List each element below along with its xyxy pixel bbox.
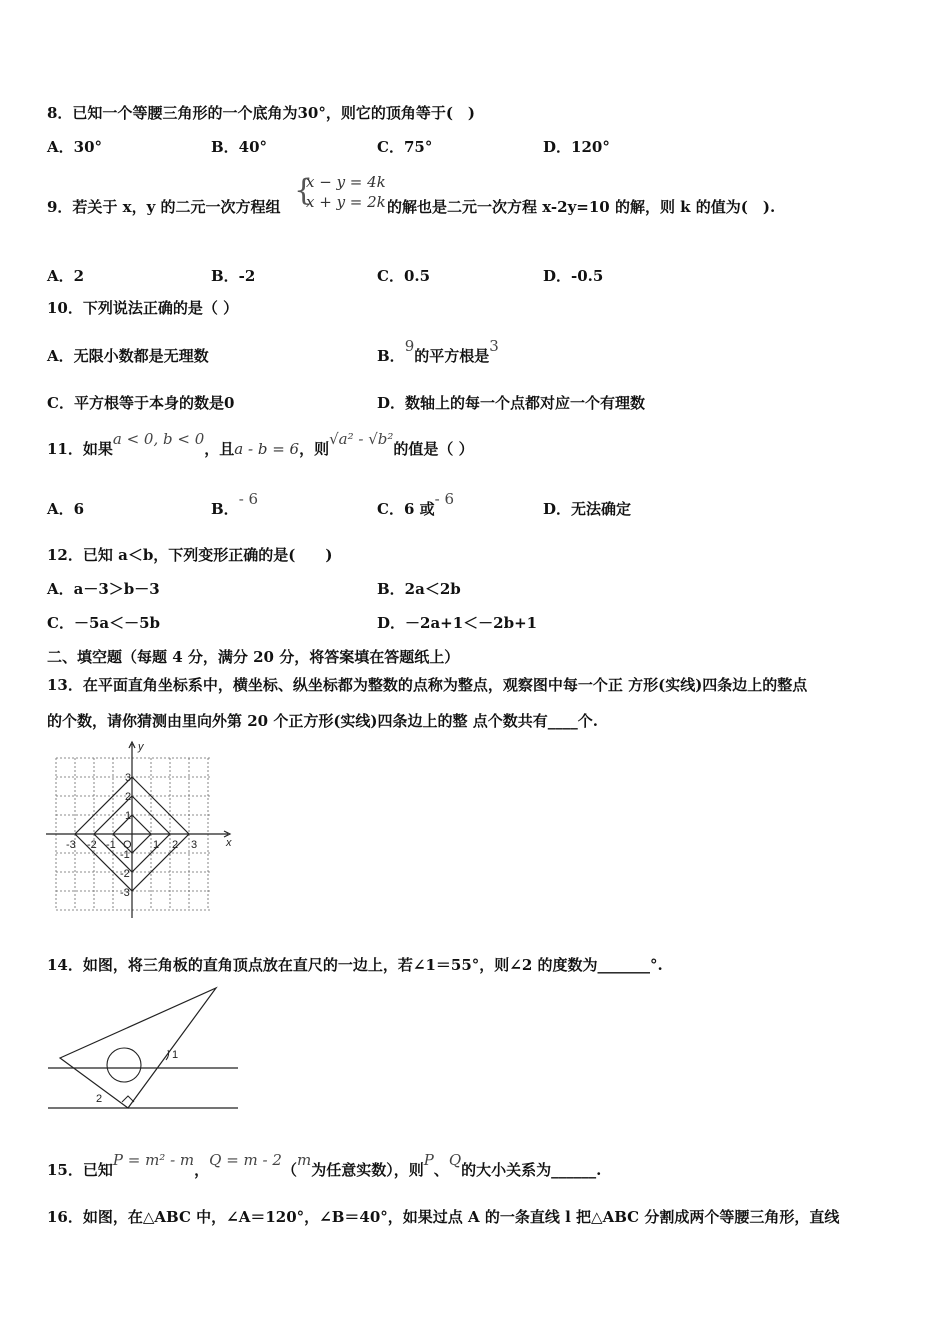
q15-q-expression: Q = m - 2 [209,1151,282,1169]
q11-option-b [211,490,259,519]
q15-p: P [423,1151,434,1169]
brace-icon: { [294,173,314,208]
q11-option-a: A．6 [47,500,85,518]
q14-stem: 14．如图，将三角板的直角顶点放在直尺的一边上，若∠1＝55°，则∠2 的度数为_______°. [47,956,663,974]
q10-option-b-num1: 9 [404,337,415,355]
angle-1-label: 1 [172,1049,179,1061]
x-tick: 3 [191,839,198,851]
q13-grid-figure [44,738,234,918]
q11-option-d: D．无法确定 [543,500,632,518]
q10-option-a: A．无限小数都是无理数 [47,347,209,365]
q9-stem-a: 9．若关于 x，y 的二元一次方程组 [47,198,281,216]
q15-sep: 、 [433,1161,449,1179]
x-axis-label: x [226,837,232,849]
q13-line-2: 的个数，请你猜测由里向外第 20 个正方形(实线)四条边上的整 点个数共有____个. [47,712,598,730]
q9-system-eq1: x − y = 4k [306,173,386,191]
q8-stem: 8．已知一个等腰三角形的一个底角为30°，则它的顶角等于( ) [47,104,476,122]
q11-stem-d: 的值是（ ） [393,440,474,458]
q11-option-c-label: C．6 或 [377,500,435,518]
y-tick: 2 [125,791,132,803]
q12-option-b: B．2a＜2b [377,580,461,598]
q15-stem [47,1151,602,1180]
q12-option-c: C．－5a＜－5b [47,614,161,632]
q11-option-c [377,490,454,519]
q8-option-c: C．75° [377,138,433,156]
q15-m: m [296,1151,312,1169]
q8-option-a: A．30° [47,138,103,156]
q11-condition-2: a - b = 6 [234,440,300,458]
q10-option-b-text: 的平方根是 [414,347,490,365]
q9-system-eq2: x + y = 2k [306,193,386,211]
y-tick: 3 [125,772,132,784]
q15-q: Q [448,1151,462,1169]
right-angle-mark-icon [122,1096,134,1102]
q11-option-b-label: B． [211,500,239,518]
y-axis-label: y [138,741,144,753]
q12-option-a: A．a－3＞b－3 [47,580,160,598]
q9-option-c: C．0.5 [377,267,431,285]
q9-stem-b: 的解也是二元一次方程 x-2y=10 的解，则 k 的值为( ). [387,198,776,216]
x-tick: 2 [172,839,179,851]
angle-2-label: 2 [96,1093,103,1105]
q10-option-c: C．平方根等于本身的数是0 [47,394,235,412]
q14-ruler-triangle-figure [44,984,244,1114]
q10-option-d: D．数轴上的每一个点都对应一个有理数 [377,394,646,412]
q8-option-d: D．120° [543,138,610,156]
q11-stem [47,430,474,459]
x-tick: 1 [153,839,160,851]
x-tick: -3 [66,839,76,851]
set-square-triangle [60,988,216,1108]
q10-stem: 10．下列说法正确的是（ ） [47,299,239,317]
q12-option-d: D．－2a+1＜－2b+1 [377,614,538,632]
q11-stem-b: ，且 [204,440,235,458]
y-tick: -2 [120,868,130,880]
y-tick: 1 [125,810,132,822]
q10-option-b [377,337,499,366]
x-tick: -1 [106,839,116,851]
q15-post: 的大小关系为______. [461,1161,602,1179]
q11-condition-1: a < 0, b < 0 [112,430,205,448]
q15-comma: ， [194,1161,210,1179]
q9-option-d: D．-0.5 [543,267,604,285]
q10-option-b-label: B． [377,347,405,365]
q11-expression: √a² - √b² [329,430,394,448]
q16-stem: 16．如图，在△ABC 中，∠A＝120°，∠B＝40°，如果过点 A 的一条直线 l 把△ABC 分割成两个等腰三角形，直线 [47,1208,840,1226]
section-heading: 二、填空题（每题 4 分，满分 20 分，将答案填在答题纸上） [47,648,460,666]
q11-option-c-value: - 6 [434,490,454,508]
q15-p-expression: P = m² - m [112,1151,195,1169]
q15-paren-text: 为任意实数），则 [311,1161,424,1179]
q13-line-1: 13．在平面直角坐标系中，横坐标、纵坐标都为整数的点称为整点，观察图中每一个正 方形(实线)四条边上的整点 [47,676,808,694]
y-tick: -3 [120,887,130,899]
set-square-hole [107,1048,141,1082]
y-tick: -1 [120,849,130,861]
q9-option-b: B．-2 [211,267,256,285]
x-tick: O [123,839,132,851]
q15-pre: 15．已知 [47,1161,113,1179]
q12-stem: 12．已知 a＜b，下列变形正确的是( ) [47,546,333,564]
q9-equation-system [294,172,386,212]
q10-option-b-num2: 3 [489,337,499,355]
q8-option-b: B．40° [211,138,268,156]
q9-option-a: A．2 [47,267,85,285]
x-tick: -2 [87,839,97,851]
q11-option-b-value: - 6 [238,490,259,508]
q15-paren-open: （ [281,1161,297,1179]
q11-stem-a: 11．如果 [47,440,113,458]
q11-stem-c: ，则 [299,440,330,458]
